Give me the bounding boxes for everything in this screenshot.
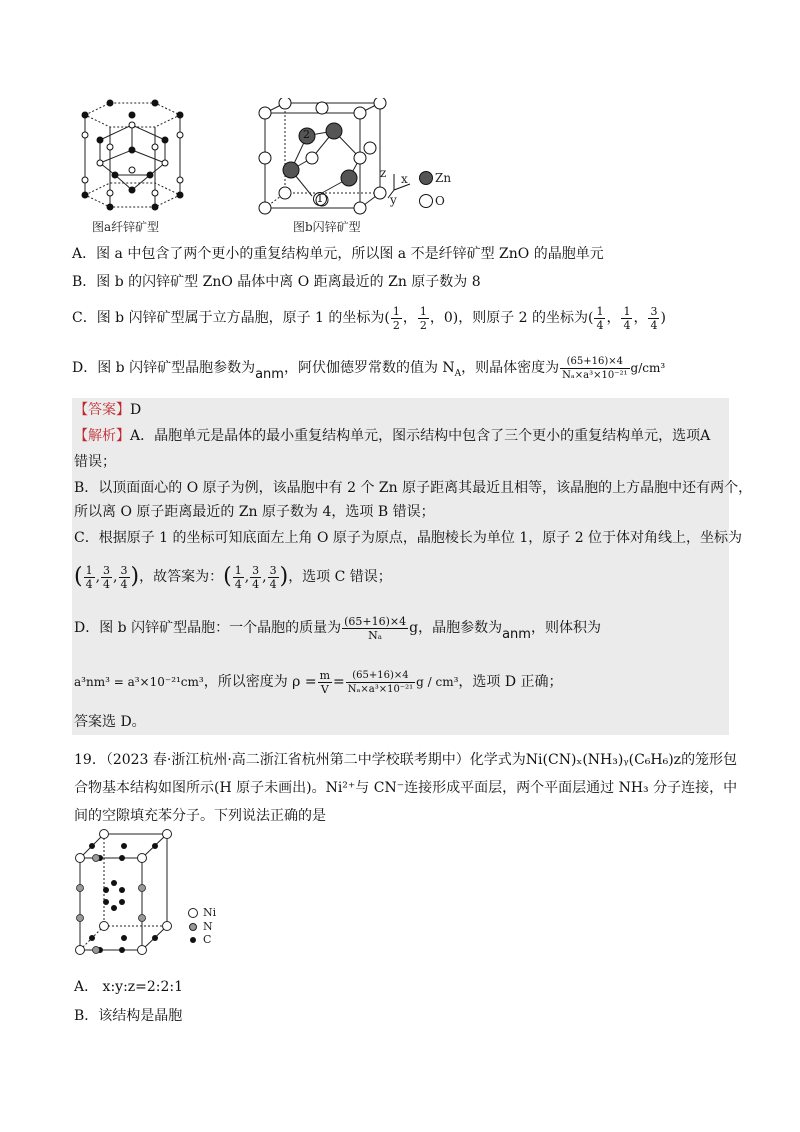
q19-line-2: 合物基本结构如图所示(H 原子未画出)。Ni²⁺与 CN⁻连接形成平面层，两个平面层通过 NH₃ 分子连接，中 — [74, 780, 738, 796]
analysis-line-2: 错误； — [74, 454, 116, 470]
axis-y: y — [390, 193, 397, 207]
option-c: C．图 b 闪锌矿型属于立方晶胞，原子 1 的坐标为( $\frac{1}{2}$ ， $\frac{1}{2}$ ，0)，则原子 2 的坐标为( $\frac{1}{4}$ ， $\frac{1}{4}$ ， $\frac{3}{4}$ ) — [72, 304, 666, 332]
atom-2-label: 2 — [303, 128, 310, 141]
legend-c-label: C — [203, 933, 212, 946]
legend-o-label: O — [435, 194, 445, 208]
option-b: B．图 b 的闪锌矿型 ZnO 晶体中离 O 距离最近的 Zn 原子数为 8 — [72, 274, 481, 290]
q19-option-a: A． x:y:z=2:2:1 — [74, 979, 184, 995]
figure-a-wurtzite — [70, 95, 195, 215]
axis-x: x — [401, 172, 408, 186]
analysis-line-3: B．以顶面面心的 O 原子为例，该晶胞中有 2 个 Zn 原子距离其最近且相等，该晶胞的上方晶胞中还有两个， — [74, 480, 753, 496]
analysis-line-7: D．图 b 闪锌矿型晶胞：一个晶胞的质量为 $\frac{(65+16)\times 4}{\text{Nₐ}}$ g，晶胞参数为anm，则体积为 — [74, 614, 601, 642]
option-d: D．图 b 闪锌矿型晶胞参数为anm，阿伏伽德罗常数的值为 $N_A$，则晶体密度为 $\frac{(65+16)\times 4}{\text{Nₐ×a³×10⁻²¹}}$ g/cm³ — [72, 355, 666, 382]
analysis-line-8: a³nm³ = a³×10⁻²¹cm³，所以密度为 ρ = $\frac{m}{V}$ = $\frac{(65+16)\times 4}{\text{Nₐ×a³×10⁻²¹}}$ g / cm³，选项 D 正确； — [74, 668, 563, 696]
figure-a-caption: 图a纤锌矿型 — [92, 220, 160, 234]
legend-n-label: N — [203, 920, 213, 933]
option-a: A．图 a 中包含了两个更小的重复结构单元，所以图 a 不是纤锌矿型 ZnO 的晶胞单元 — [72, 246, 604, 262]
legend-zn-label: Zn — [435, 171, 452, 185]
axis-indicator-icon — [384, 170, 414, 200]
atom-1-label: 1 — [313, 192, 327, 206]
legend-zn-icon — [418, 170, 434, 186]
axis-z: z — [380, 166, 387, 180]
analysis-line-5: C．根据原子 1 的坐标可知底面左上角 O 原子为原点，晶胞棱长为单位 1，原子 2 位于体对角线上，坐标为 — [74, 530, 743, 546]
analysis-line-6: ( $\frac{1}{4}$ , $\frac{3}{4}$ , $\frac{3}{4}$ )，故答案为：( $\frac{1}{4}$ , $\frac{3}{4}$ , $\frac{3}{4}$ )，选项 C 错误； — [74, 563, 392, 591]
figure-b-caption: 图b闪锌矿型 — [293, 220, 361, 234]
legend-ni-icon — [187, 907, 199, 919]
q19-clathrate-figure — [72, 828, 182, 958]
legend-ni-label: Ni — [203, 906, 217, 919]
legend-o-icon — [418, 193, 434, 209]
legend-c-icon — [187, 934, 199, 946]
q19-option-b: B．该结构是晶胞 — [74, 1008, 183, 1024]
q19-line-1: 19．（2023 春·浙江杭州·高二浙江省杭州第二中学校联考期中）化学式为Ni(CN)ₓ(NH₃)ᵧ(C₆H₆)z的笼形包 — [74, 752, 738, 768]
legend-n-icon — [187, 921, 199, 933]
answer-line: 【答案】D — [74, 402, 142, 418]
q19-line-3: 间的空隙填充苯分子。下列说法正确的是 — [74, 808, 326, 824]
analysis-line-1: 【解析】A．晶胞单元是晶体的最小重复结构单元，图示结构中包含了三个更小的重复结构单元，选项A — [74, 428, 711, 444]
analysis-line-4: 所以离 O 原子距离最近的 Zn 原子数为 4，选项 B 错误； — [74, 504, 435, 520]
analysis-line-9: 答案选 D。 — [74, 714, 146, 730]
